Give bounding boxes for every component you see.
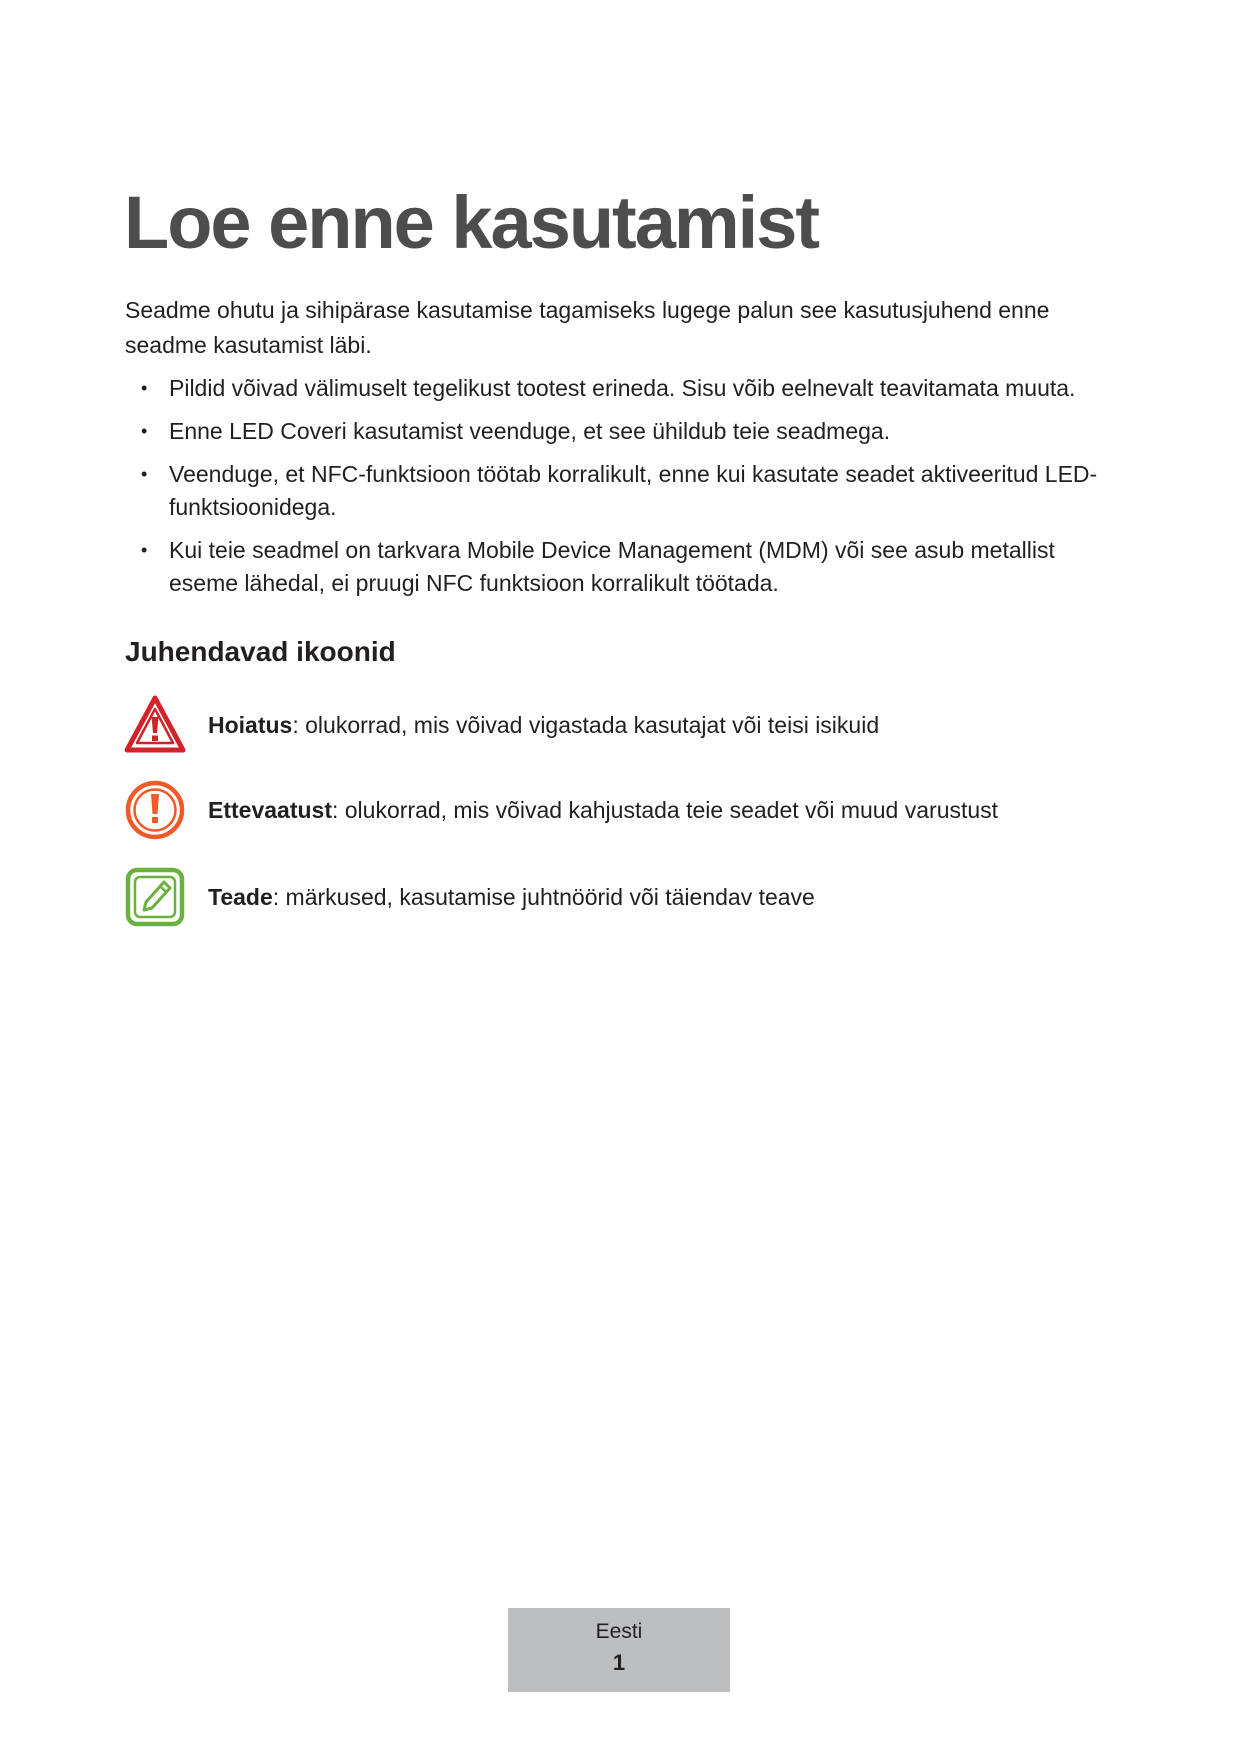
page-footer	[508, 1608, 730, 1692]
intro-paragraph: Seadme ohutu ja sihipärase kasutamise tagamiseks lugege palun see kasutusjuhend enne seadme kasutamist läbi.	[125, 297, 1050, 358]
icon-legend-label: Ettevaatust	[208, 797, 332, 823]
list-item-text: Pildid võivad välimuselt tegelikust tootest erineda. Sisu võib eelnevalt teavitamata muuta.	[169, 375, 1076, 401]
list-item	[125, 415, 1115, 448]
icon-legend-label: Teade	[208, 884, 273, 910]
page-number: 1	[612, 1650, 626, 1675]
list-item-text: Veenduge, et NFC-funktsioon töötab korralikult, enne kui kasutate seadet aktiveeritud LED-funktsioonidega.	[169, 461, 1098, 520]
icon-legend-description: : olukorrad, mis võivad vigastada kasutajat või teisi isikuid	[292, 712, 880, 738]
icon-legend-warning	[124, 694, 1124, 756]
icon-legend-label: Hoiatus	[208, 712, 293, 738]
icon-legend-description: : olukorrad, mis võivad kahjustada teie seadet või muud varustust	[331, 797, 999, 823]
bullet-marker: •	[141, 464, 148, 484]
caution-circle-icon	[124, 779, 186, 841]
section-title: Juhendavad ikoonid	[125, 636, 396, 667]
list-item	[125, 458, 1115, 524]
warning-triangle-icon	[124, 694, 186, 756]
list-item-text: Enne LED Coveri kasutamist veenduge, et see ühildub teie seadmega.	[169, 418, 891, 444]
page-title: Loe enne kasutamist	[124, 181, 819, 264]
note-pencil-icon	[124, 866, 186, 928]
footer-language: Eesti	[595, 1620, 643, 1643]
bullet-marker: •	[141, 421, 148, 441]
icon-legend-text	[208, 694, 879, 756]
icon-legend-description: : märkused, kasutamise juhtnöörid või täiendav teave	[272, 884, 815, 910]
icon-legend-text	[208, 866, 815, 928]
notice-list	[125, 372, 1115, 610]
icon-legend-note	[124, 866, 1124, 928]
list-item-text: Kui teie seadmel on tarkvara Mobile Device Management (MDM) või see asub metallist eseme lähedal, ei pruugi NFC funktsioon korralikult töötada.	[169, 537, 1055, 596]
icon-legend-caution	[124, 779, 1124, 841]
list-item	[125, 372, 1115, 405]
bullet-marker: •	[141, 540, 148, 560]
icon-legend-text	[208, 779, 998, 841]
bullet-marker: •	[141, 378, 148, 398]
list-item	[125, 534, 1115, 600]
